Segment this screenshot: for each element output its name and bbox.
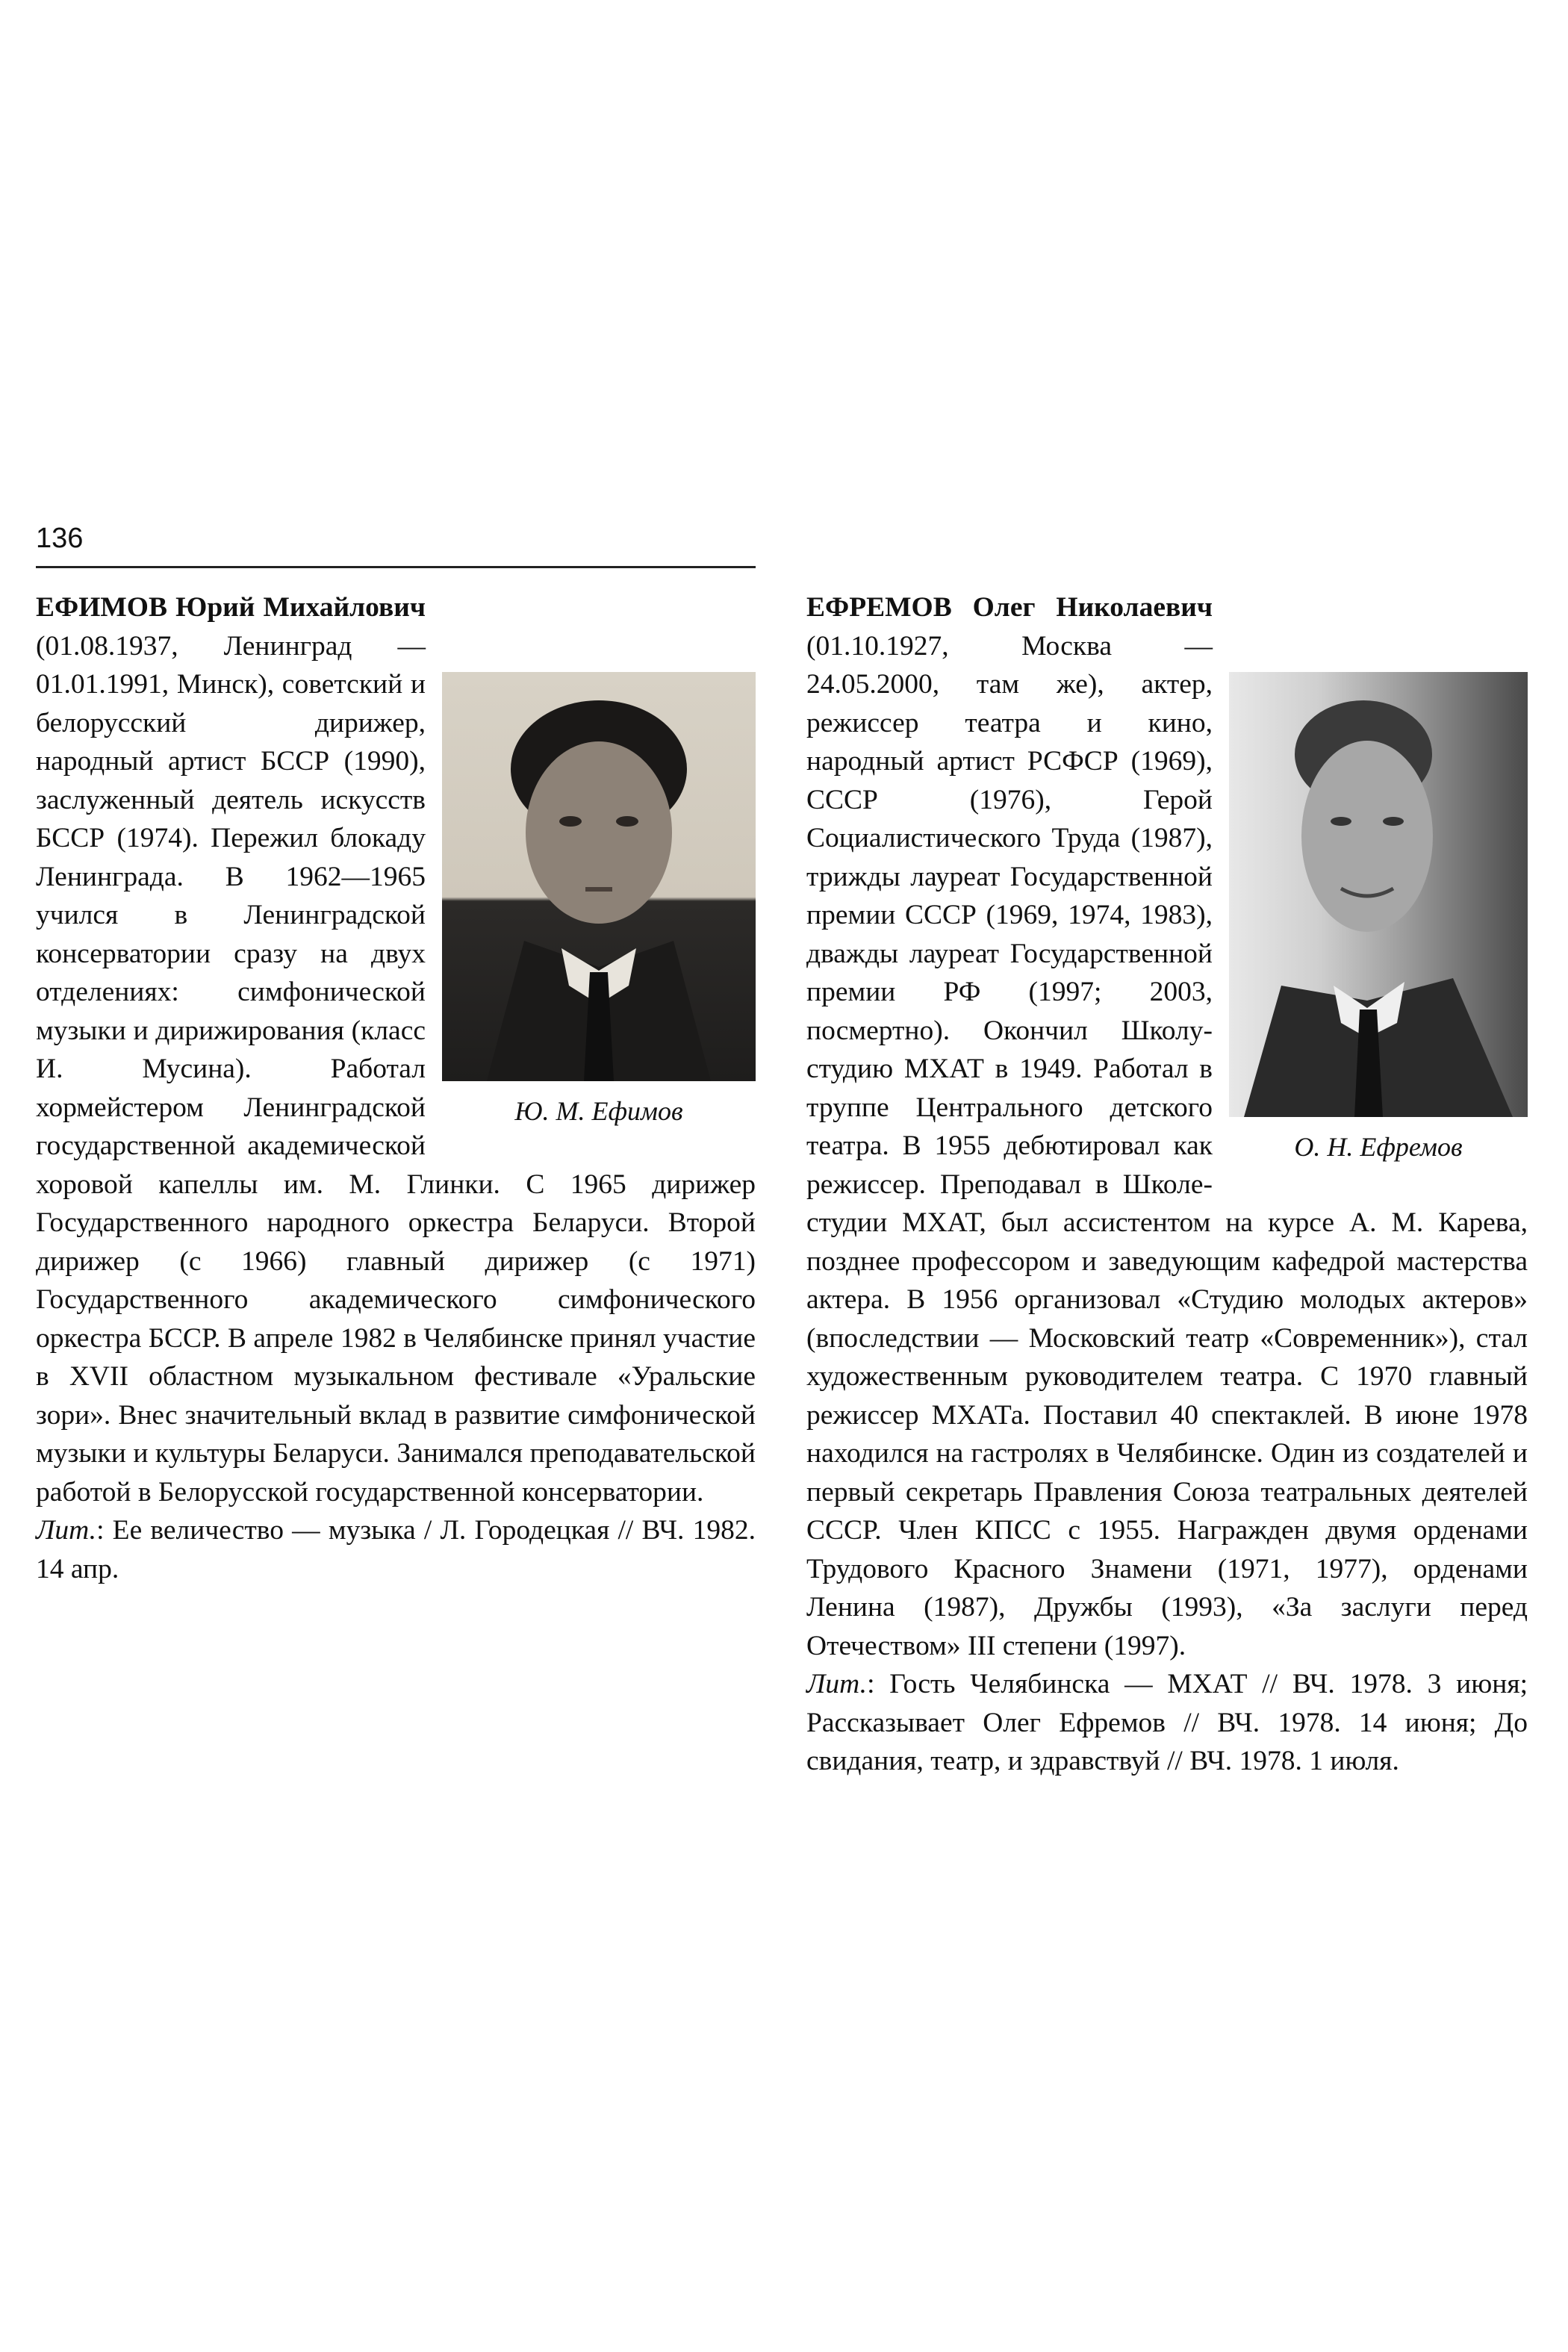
portrait-figure-efimov — [442, 672, 756, 1129]
column-right — [806, 588, 1528, 1781]
literature-efremov — [806, 1665, 1528, 1781]
literature-text-efimov: : Ее величество — музыка / Л. Городецкая // ВЧ. 1982. 14 апр. — [36, 1515, 756, 1584]
portrait-figure-efremov — [1229, 672, 1528, 1165]
entry-heading-efremov: ЕФРЕМОВ Олег Николаевич — [806, 592, 1213, 623]
literature-efimov — [36, 1511, 756, 1588]
column-left — [36, 588, 756, 1588]
portrait-caption-efimov: Ю. М. Ефимов — [514, 1096, 683, 1126]
portrait-photo-efimov — [442, 672, 756, 1081]
entry-heading-efimov: ЕФИМОВ Юрий Михайлович — [36, 592, 426, 623]
header-rule — [36, 566, 756, 568]
entry-efimov — [36, 588, 756, 1588]
portrait-photo-efremov — [1229, 672, 1528, 1117]
literature-text-efremov: : Гость Челябинска — МХАТ // ВЧ. 1978. 3 июня; Рассказывает Олег Ефремов // ВЧ. 1978. 14 июня; До свидания, театр, и здравствуй // ВЧ. 1978. 1 июля. — [806, 1669, 1528, 1776]
literature-label-efimov: Лит. — [36, 1515, 97, 1546]
entry-efremov — [806, 588, 1528, 1781]
entry-body-efimov: (01.08.1937, Ленинград — 01.01.1991, Минск), советский и белорусский дирижер, народный артист БССР (1990), заслуженный деятель искусств БССР (1974). Пережил блокаду Ленинграда. В 1962—1965 учился в Ленинградской консерватории сразу на двух отделениях: симфонической музыки и дирижирования (класс И. Мусина). Работал хормейстером Ленинградской государственной академической хоровой капеллы им. М. Глинки. С 1965 дирижер Государственного народного оркестра Беларуси. Второй дирижер (с 1966) главный дирижер (с 1971) Государственного академического симфонического оркестра БССР. В апреле 1982 в Челябинске принял участие в XVII областном музыкальном фестивале «Уральские зори». Внес значительный вклад в развитие симфонической музыки и культуры Беларуси. Занимался преподавательской работой в Белорусской государственной консерватории. — [36, 630, 756, 1508]
entry-body-efremov: (01.10.1927, Москва — 24.05.2000, там же), актер, режиссер театра и кино, народный артист РСФСР (1969), СССР (1976), Герой Социалистического Труда (1987), трижды лауреат Государственной премии СССР (1969, 1974, 1983), дважды лауреат Государственной премии РФ (1997; 2003, посмертно). Окончил Школу-студию МХАТ в 1949. Работал в труппе Центрального детского театра. В 1955 дебютировал как режиссер. Преподавал в Школе-студии МХАТ, был ассистентом на курсе А. М. Карева, позднее профессором и заведующим кафедрой мастерства актера. В 1956 организовал «Студию молодых актеров» (впоследствии — Московский театр «Современник»), стал художественным руководителем театра. С 1970 главный режиссер МХАТа. Поставил 40 спектаклей. В июне 1978 находился на гастролях в Челябинске. Один из создателей и первый секретарь Правления Союза театральных деятелей СССР. Член КПСС с 1955. Награжден двумя орденами Трудового Красного Знамени (1971, 1977), орденами Ленина (1987), Дружбы (1993), «За заслуги перед Отечеством» III степени (1997). — [806, 630, 1528, 1661]
page-number: 136 — [36, 523, 84, 554]
literature-label-efremov: Лит. — [806, 1669, 868, 1699]
portrait-caption-efremov: О. Н. Ефремов — [1294, 1132, 1463, 1162]
